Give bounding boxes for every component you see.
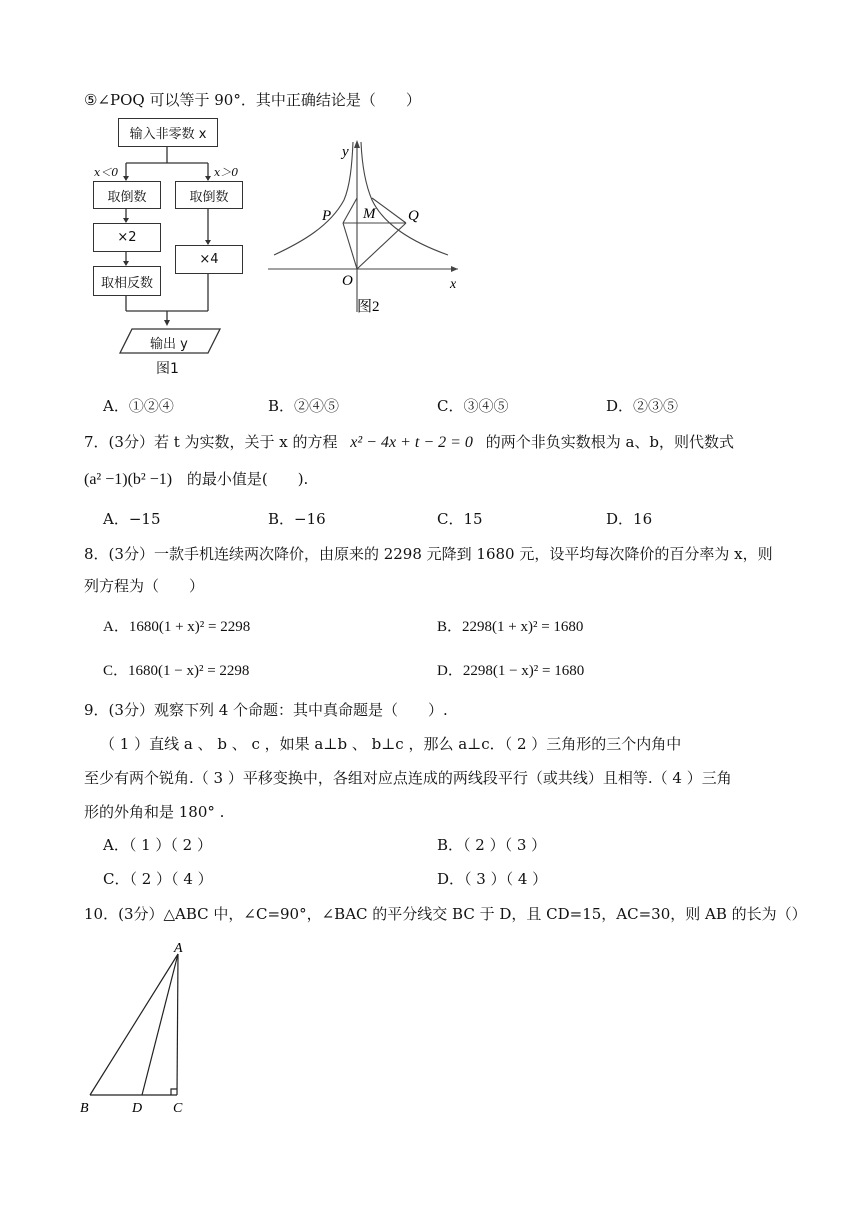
q7-option-b[interactable]: B．−16	[268, 510, 326, 528]
q9-line3: 形的外角和是 180° .	[84, 803, 225, 821]
q7-option-a[interactable]: A．−15	[103, 510, 161, 528]
q9-option-d[interactable]: D．（ 3 ）（ 4 ）	[437, 870, 548, 888]
segment-qa	[372, 198, 406, 223]
point-p-label: P	[322, 208, 332, 224]
segment-op	[343, 223, 357, 269]
segment-pa	[343, 198, 357, 223]
q8-stem-line1: 8．(3分）一款手机连续两次降价，由原来的 2298 元降到 1680 元，设平均每次降价的百分率为 x，则	[84, 545, 773, 563]
flowchart-left-reciprocal: 取倒数	[93, 181, 161, 209]
x-axis-label: x	[450, 277, 457, 292]
q7-option-c[interactable]: C．15	[437, 510, 483, 528]
q6-option-c[interactable]: C．③④⑤	[437, 397, 509, 415]
q7-stem-b: 的两个非负实数根为 a、b，则代数式	[485, 433, 735, 451]
flowchart-cond-left: x＜0	[94, 166, 119, 179]
q6-item5: ⑤∠POQ 可以等于 90°．其中正确结论是（ ）	[84, 91, 421, 109]
side-ac	[177, 954, 178, 1095]
side-ab	[90, 954, 178, 1095]
q7-option-d[interactable]: D．16	[606, 510, 653, 528]
q7-stem-c: 的最小值是( ).	[186, 470, 309, 488]
q9-option-c[interactable]: C．（ 2 ）（ 4 ）	[103, 870, 213, 888]
q7-stem-line2	[84, 468, 308, 489]
q9-option-b[interactable]: B．（ 2 ）（ 3 ）	[437, 836, 547, 854]
q9-line2: 至少有两个锐角.（ 3 ）平移变换中，各组对应点连成的两线段平行（或共线）且相等.（ 4 ）三角	[84, 769, 732, 787]
q9-stem: 9．(3分）观察下列 4 个命题：其中真命题是（ ）.	[84, 701, 448, 719]
origin-label: O	[342, 273, 353, 289]
figure1-caption: 图1	[156, 361, 179, 377]
q7-expression: (a² −1)(b² −1)	[84, 471, 173, 488]
q7-equation: x² − 4x + t − 2 = 0	[350, 434, 473, 451]
hyperbola-graph	[262, 130, 472, 320]
q8-stem-line2: 列方程为（ ）	[84, 577, 205, 595]
flowchart-times4: ×4	[175, 245, 243, 274]
segment-oq	[357, 223, 406, 269]
q9-option-a[interactable]: A．（ 1 ）（ 2 ）	[103, 836, 212, 854]
flowchart-negate: 取相反数	[93, 266, 161, 296]
flowchart-input-box: 输入非零数 x	[118, 118, 218, 147]
point-m-label: M	[363, 206, 376, 222]
q6-option-d[interactable]: D．②③⑤	[606, 397, 679, 415]
vertex-a-label: A	[174, 941, 183, 956]
q10-stem: 10．(3分）△ABC 中，∠C=90°，∠BAC 的平分线交 BC 于 D，且 CD=15，AC=30，则 AB 的长为（）	[84, 905, 807, 923]
point-q-label: Q	[408, 208, 419, 224]
right-branch	[361, 142, 448, 255]
q8-option-a[interactable]: A．1680(1 + x)² = 2298	[103, 619, 251, 635]
q6-option-a[interactable]: A．①②④	[103, 397, 174, 415]
vertex-b-label: B	[80, 1101, 89, 1116]
q7-stem-a: 7．(3分）若 t 为实数，关于 x 的方程	[84, 433, 338, 451]
q8-option-c[interactable]: C．1680(1 − x)² = 2298	[103, 663, 250, 679]
q9-line1: （ 1 ）直线 a 、 b 、 c ，如果 a⊥b 、 b⊥c ，那么 a⊥c．（ 2 ）三角形的三个内角中	[100, 735, 682, 753]
flowchart-times2: ×2	[93, 223, 161, 252]
y-axis-label: y	[342, 144, 349, 160]
q7-stem	[84, 431, 734, 452]
q8-option-b[interactable]: B．2298(1 + x)² = 1680	[437, 619, 584, 635]
x-arrow	[451, 266, 458, 272]
flowchart-cond-right: x＞0	[214, 166, 239, 179]
flowchart-right-reciprocal: 取倒数	[175, 181, 243, 209]
q6-option-b[interactable]: B．②④⑤	[268, 397, 340, 415]
triangle-figure	[70, 940, 210, 1120]
y-arrow	[354, 140, 360, 148]
figure2-caption: 图2	[357, 299, 380, 315]
bisector-ad	[142, 954, 178, 1095]
vertex-d-label: D	[132, 1101, 143, 1116]
flowchart-output: 输出 y	[150, 337, 188, 352]
q8-option-d[interactable]: D．2298(1 − x)² = 1680	[437, 663, 585, 679]
vertex-c-label: C	[173, 1101, 183, 1116]
right-angle-mark	[171, 1089, 177, 1095]
